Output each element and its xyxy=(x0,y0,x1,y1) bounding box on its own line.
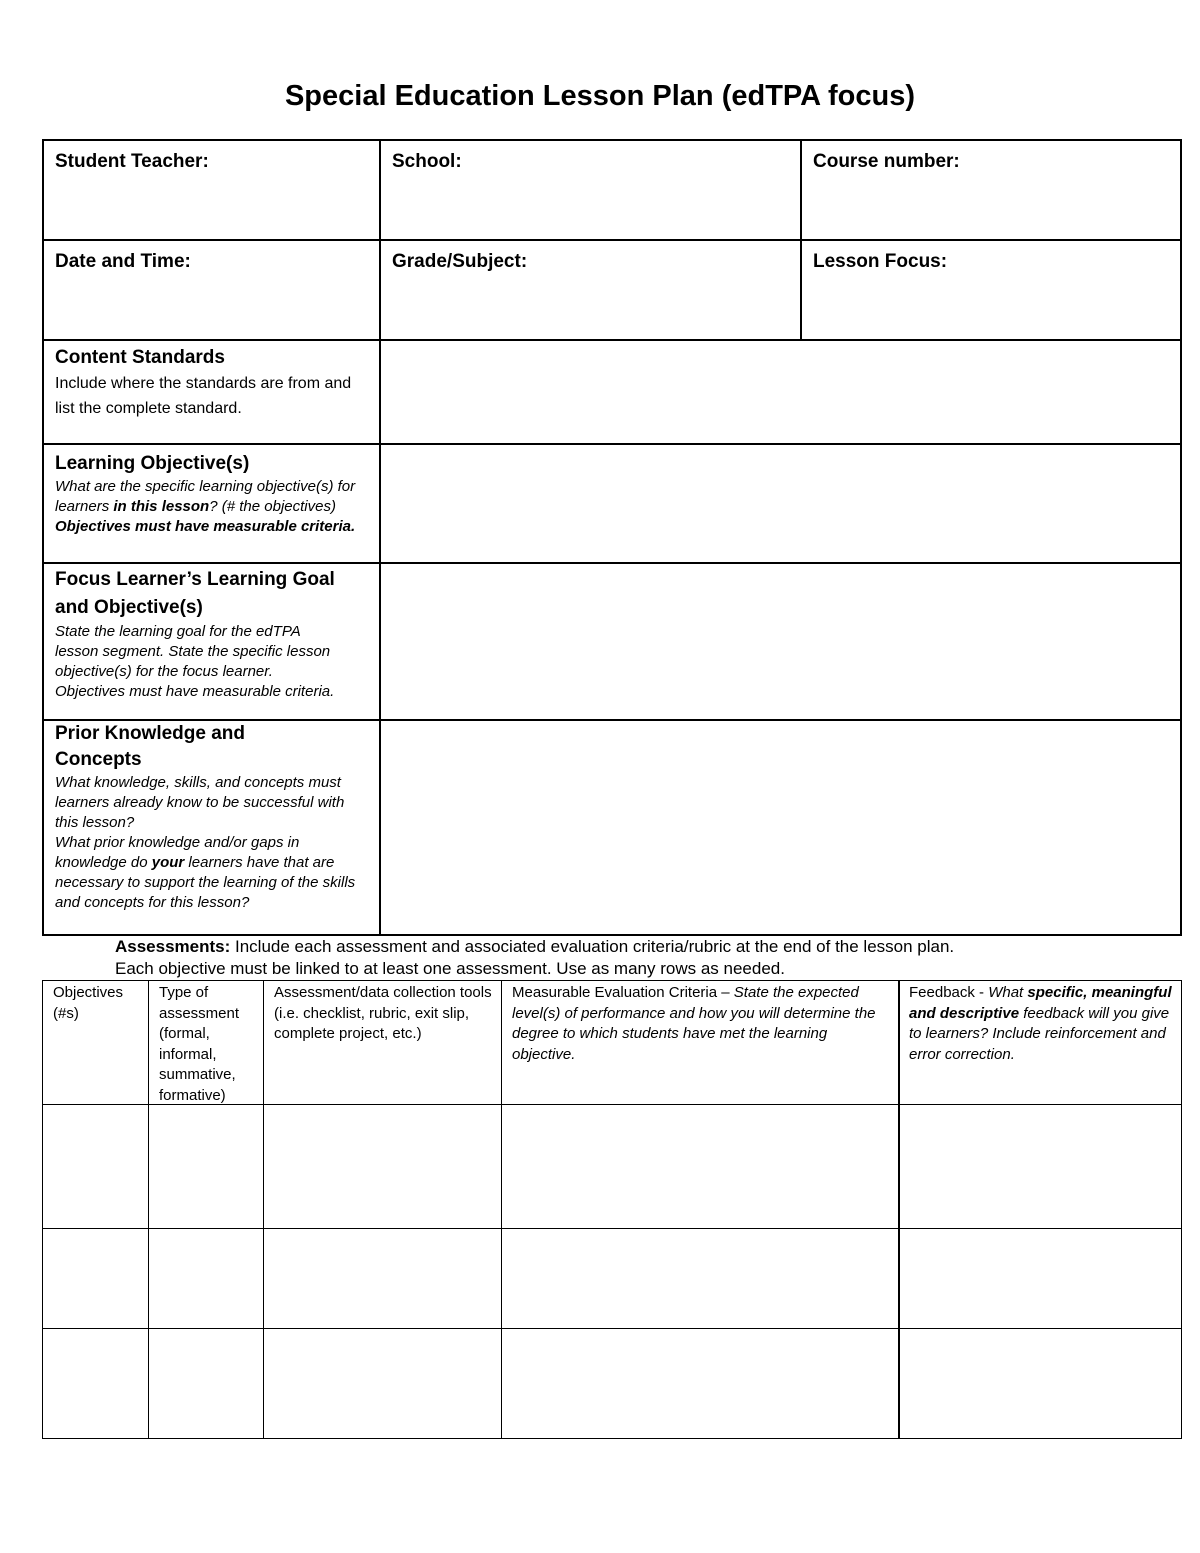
lesson-focus-label: Lesson Focus: xyxy=(813,251,948,272)
learning-objectives-desc-c: ? (# the objectives) xyxy=(209,498,336,515)
col-feedback-header xyxy=(898,980,1182,1105)
col-criteria-label-a: Measurable Evaluation Criteria – xyxy=(512,984,734,1001)
col-feedback-label-b: What xyxy=(988,984,1028,1001)
learning-objectives-desc-b: in this lesson xyxy=(113,498,210,515)
prior-knowledge-desc-b2: your xyxy=(151,854,185,871)
col-tools-header xyxy=(263,980,502,1105)
table-row-2-objectives[interactable] xyxy=(42,1228,149,1329)
page-title: Special Education Lesson Plan (edTPA focus) xyxy=(284,80,916,112)
table-row-2-tools[interactable] xyxy=(263,1228,502,1329)
learning-objectives-label-cell xyxy=(42,443,381,564)
lesson-focus-cell[interactable] xyxy=(800,239,1182,341)
assessments-note xyxy=(115,936,954,980)
prior-knowledge-desc-b xyxy=(55,833,369,913)
focus-learner-label-cell xyxy=(42,562,381,721)
col-objectives-label: Objectives (#s) xyxy=(53,984,124,1022)
table-row-1-objectives[interactable] xyxy=(42,1104,149,1229)
col-feedback-label-a: Feedback - xyxy=(909,984,989,1001)
assessments-note-line1 xyxy=(115,936,954,958)
content-standards-input[interactable] xyxy=(379,339,1182,445)
grade-subject-label: Grade/Subject: xyxy=(392,251,528,272)
date-time-label: Date and Time: xyxy=(55,251,191,272)
col-feedback-label-c: specific, meaningful and descriptive xyxy=(909,984,1172,1022)
content-standards-desc: Include where the standards are from and list the complete standard. xyxy=(55,375,352,417)
learning-objectives-desc-d: Objectives must have measurable criteria. xyxy=(55,518,356,535)
date-time-cell[interactable] xyxy=(42,239,381,341)
col-type-label: Type of assessment (formal, informal, summative, formative) xyxy=(159,984,240,1104)
col-criteria-header xyxy=(501,980,900,1105)
table-row-2-type[interactable] xyxy=(148,1228,264,1329)
course-number-cell[interactable] xyxy=(800,139,1182,241)
prior-knowledge-desc-b1: What prior knowledge and/or gaps in knowledge do xyxy=(55,834,300,871)
table-row-3-type[interactable] xyxy=(148,1328,264,1439)
col-feedback-label xyxy=(909,983,1175,1065)
content-standards-label-cell xyxy=(42,339,381,445)
table-row-2-feedback[interactable] xyxy=(898,1228,1182,1329)
col-type-header xyxy=(148,980,264,1105)
student-teacher-cell[interactable] xyxy=(42,139,381,241)
table-row-3-objectives[interactable] xyxy=(42,1328,149,1439)
col-tools-label-a: Assessment/data collection tools xyxy=(274,984,492,1001)
prior-knowledge-label-cell xyxy=(42,719,381,936)
content-standards-heading: Content Standards xyxy=(55,347,225,368)
col-criteria-label xyxy=(512,983,893,1065)
col-feedback-label-d: feedback will you give to learners? Include reinforcement and error correction. xyxy=(909,1004,1170,1063)
assessments-note-line2: Each objective must be linked to at least one assessment. Use as many rows as needed. xyxy=(115,959,785,978)
table-row-1-type[interactable] xyxy=(148,1104,264,1229)
learning-objectives-desc xyxy=(55,477,371,537)
learning-objectives-input[interactable] xyxy=(379,443,1182,564)
prior-knowledge-input[interactable] xyxy=(379,719,1182,936)
table-row-3-tools[interactable] xyxy=(263,1328,502,1439)
assessments-note-text1: Include each assessment and associated evaluation criteria/rubric at the end of the lesson plan. xyxy=(230,937,955,956)
table-row-3-criteria[interactable] xyxy=(501,1328,900,1439)
col-tools-label xyxy=(274,983,495,1045)
col-tools-label-b: (i.e. checklist, rubric, exit slip, complete project, etc.) xyxy=(274,1004,470,1042)
learning-objectives-desc-a: What are the specific learning objective(s) for learners xyxy=(55,478,356,515)
prior-knowledge-desc-a: What knowledge, skills, and concepts must learners already know to be successful with this lesson? xyxy=(55,774,345,831)
assessments-label: Assessments: xyxy=(115,937,231,956)
prior-knowledge-desc-b3: learners have that are necessary to support the learning of the skills and concepts for this lesson? xyxy=(55,854,356,911)
grade-subject-cell[interactable] xyxy=(379,239,802,341)
table-row-1-criteria[interactable] xyxy=(501,1104,900,1229)
col-criteria-label-b: State the expected level(s) of performance and how you will determine the degree to which students have met the learning objective. xyxy=(512,984,876,1063)
prior-knowledge-heading: Prior Knowledge and Concepts xyxy=(55,723,246,770)
school-label: School: xyxy=(392,151,462,172)
school-cell[interactable] xyxy=(379,139,802,241)
table-row-1-tools[interactable] xyxy=(263,1104,502,1229)
col-objectives-header xyxy=(42,980,149,1105)
focus-learner-input[interactable] xyxy=(379,562,1182,721)
learning-objectives-heading: Learning Objective(s) xyxy=(55,453,250,474)
table-row-1-feedback[interactable] xyxy=(898,1104,1182,1229)
focus-learner-desc: State the learning goal for the edTPA lesson segment. State the specific lesson objective(s) for the focus learner. Objectives must have measurable criteria. xyxy=(55,623,335,700)
table-row-3-feedback[interactable] xyxy=(898,1328,1182,1439)
focus-learner-heading: Focus Learner’s Learning Goal and Objective(s) xyxy=(55,569,335,618)
table-row-2-criteria[interactable] xyxy=(501,1228,900,1329)
course-number-label: Course number: xyxy=(813,151,960,172)
student-teacher-label: Student Teacher: xyxy=(55,151,209,172)
